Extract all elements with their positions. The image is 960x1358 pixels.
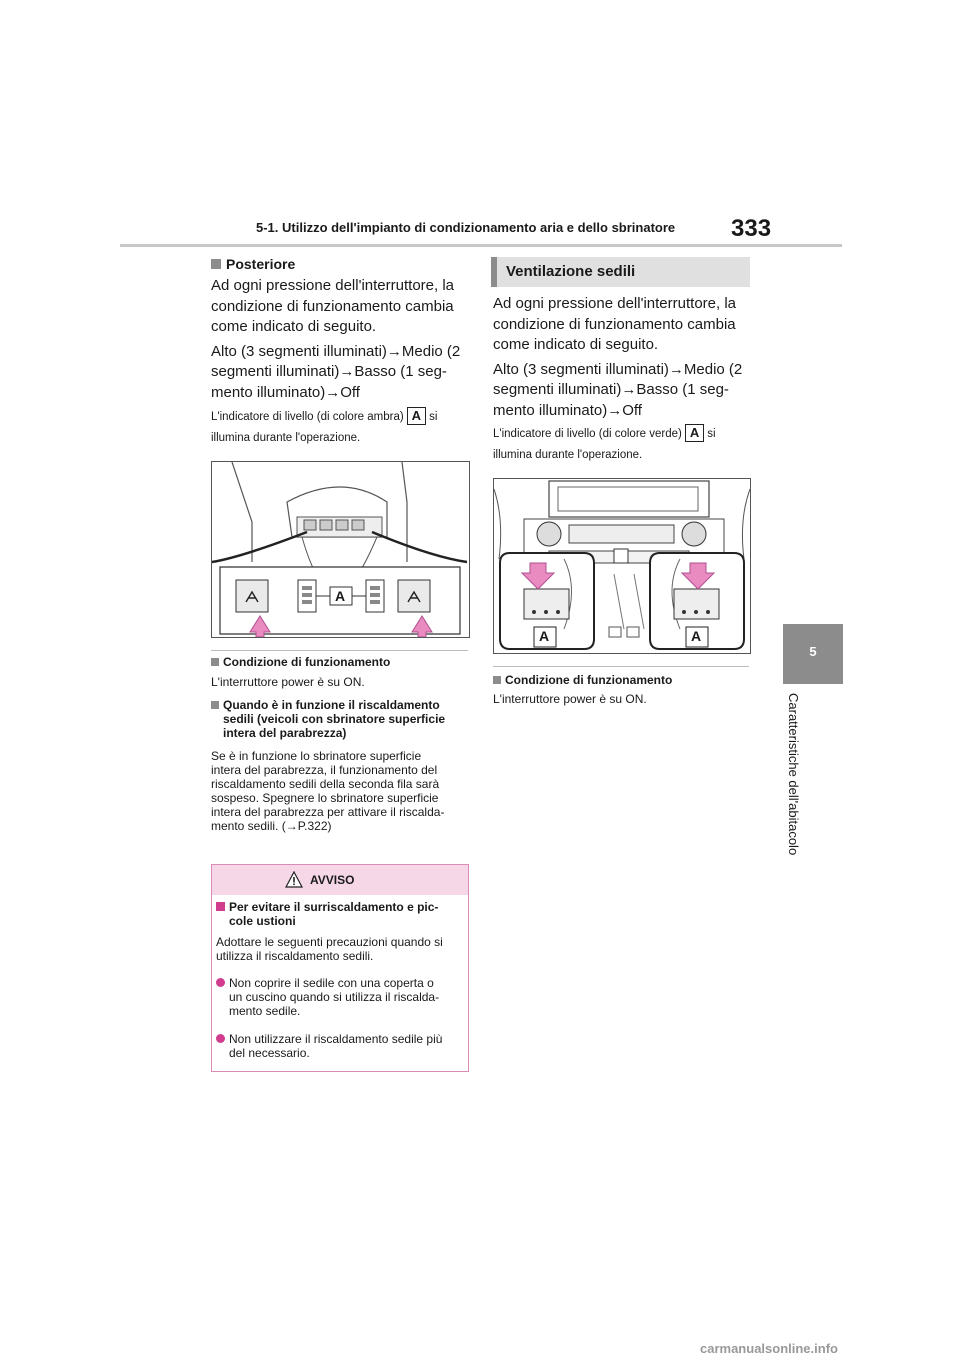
- divider: [493, 666, 749, 667]
- seat-heater-icon: [236, 580, 268, 612]
- right-note-line2: illumina durante l'operazione.: [493, 449, 643, 461]
- warning-bullet-1: Non coprire il sedile con una coperta o un cuscino quando si utilizza il riscalda- mento sedile.: [216, 976, 466, 1018]
- pink-square-bullet-icon: [216, 902, 225, 911]
- warning-heading: Per evitare il surriscaldamento e pic- cole ustioni: [216, 900, 466, 928]
- figure-label-a-left: A: [539, 628, 550, 644]
- chapter-number: 5: [809, 644, 817, 659]
- pink-dot-bullet-icon: [216, 978, 225, 987]
- pink-dot-bullet-icon: [216, 1034, 225, 1043]
- rear-console-illustration: [212, 462, 469, 637]
- section-title: Ventilazione sedili: [506, 263, 636, 280]
- header-rule: [120, 244, 842, 247]
- dashboard-illustration: [494, 479, 750, 653]
- warning-intro: Adottare le seguenti precauzioni quando si utilizza il riscaldamento sedili.: [216, 935, 443, 963]
- seat-ventilation-icon: [524, 589, 569, 619]
- divider: [211, 650, 468, 651]
- section-header: 5-1. Utilizzo dell'impianto di condizionamento aria e dello sbrinatore: [256, 220, 676, 235]
- warning-triangle-icon: [285, 871, 303, 888]
- square-bullet-icon: [211, 701, 219, 709]
- figure-label-a: A: [335, 588, 346, 604]
- watermark: carmanualsonline.info: [700, 1341, 838, 1356]
- seat-ventilation-figure: [493, 478, 751, 654]
- left-paragraph: Ad ogni pressione dell'interruttore, la condizione di funzionamento cambia come indicato di seguito. Alto (3 segmenti illuminati)→Medio (2 segmenti illuminati)→Basso (1 seg- mento illuminato)→Off: [211, 277, 461, 401]
- figure-label-a-right: A: [691, 628, 702, 644]
- section-title-bar: [491, 257, 750, 287]
- defrost-heading: Quando è in funzione il riscaldamento sedili (veicoli con sbrinatore superficie intera del parabrezza): [211, 698, 473, 740]
- right-paragraph: Ad ogni pressione dell'interruttore, la condizione di funzionamento cambia come indicato di seguito. Alto (3 segmenti illuminati)→Medio (2 segmenti illuminati)→Basso (1 seg- mento illuminato)→Off: [493, 295, 743, 419]
- cond-heading-left: Condizione di funzionamento: [211, 655, 390, 669]
- left-note-line2: illumina durante l'operazione.: [211, 432, 361, 444]
- chapter-title: Caratteristiche dell'abitacolo: [786, 693, 801, 856]
- callout-tag: A: [685, 424, 704, 442]
- warning-box: [211, 864, 469, 1072]
- warning-bullet-2: Non utilizzare il riscaldamento sedile più del necessario.: [216, 1032, 466, 1060]
- defrost-text: Se è in funzione lo sbrinatore superficie intera del parabrezza, il funzionamento del riscaldamento sedili della seconda fila sarà sospeso. Spegnere lo sbrinatore superficie intera del parabrezza per attivare il riscalda- mento sedili. (→P.322): [211, 749, 445, 833]
- heading-posteriore: Posteriore: [211, 256, 295, 272]
- square-bullet-icon: [211, 259, 221, 269]
- cond-text-left: L'interruttore power è su ON.: [211, 675, 365, 689]
- page-number: 333: [731, 215, 772, 242]
- rear-seat-heater-figure: [211, 461, 470, 638]
- cond-text-right: L'interruttore power è su ON.: [493, 692, 647, 706]
- square-bullet-icon: [211, 658, 219, 666]
- warning-header: [212, 865, 468, 895]
- right-note: L'indicatore di livello (di colore verde) A si: [493, 425, 716, 440]
- square-bullet-icon: [493, 676, 501, 684]
- cond-heading-right: Condizione di funzionamento: [493, 673, 672, 687]
- callout-tag: A: [407, 407, 426, 425]
- warning-label: AVVISO: [310, 873, 355, 887]
- left-note: L'indicatore di livello (di colore ambra) A si: [211, 408, 438, 423]
